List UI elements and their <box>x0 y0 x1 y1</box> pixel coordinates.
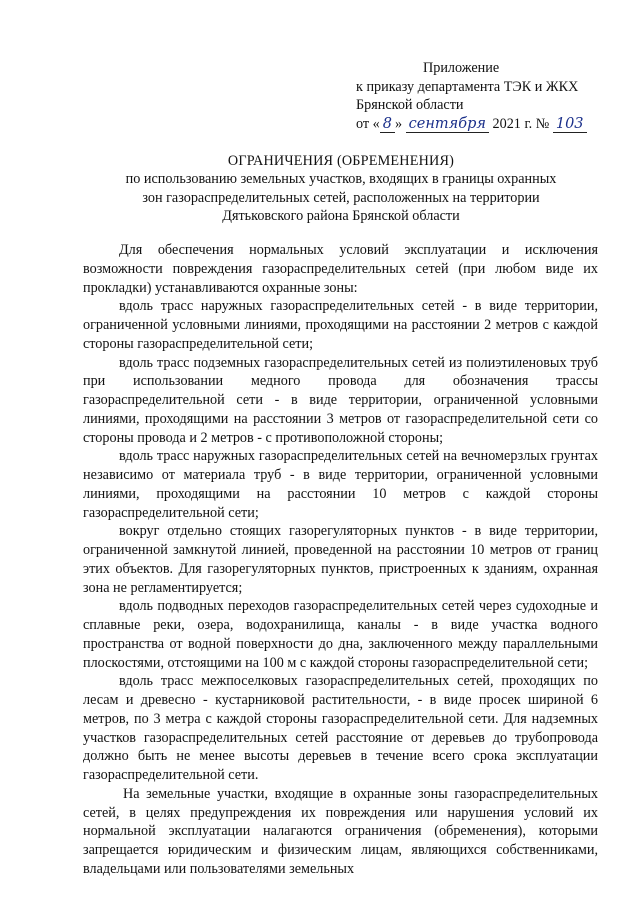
paragraph-forest-networks: вдоль трасс межпоселковых газораспределительных сетей, проходящих по лесам и древесно - кустарниковой растительности, - в виде просек шириной 6 метров, по 3 метра с каждой стороны газораспределительной сети. Для надземных участков газораспределительных сетей расстояние от деревьев до трубопровода должно быть не менее высоты деревьев в течение всего срока эксплуатации газораспределительной сети. <box>83 673 598 783</box>
appendix-region: Брянской области <box>356 97 464 114</box>
doc-number-handwritten: 103 <box>553 116 587 133</box>
paragraph-intro: Для обеспечения нормальных условий эксплуатации и исключения возможности повреждения газораспределительных сетей (при любом виде их прокладки) устанавливаются охранные зоны: <box>83 242 598 296</box>
paragraph-underwater-crossings: вдоль подводных переходов газораспределительных сетей через судоходные и сплавные реки, озера, водохранилища, каналы - в виде участка водного пространства от водной поверхности до дна, заключенного между параллельными плоскостями, отстоящими на 100 м с каждой стороны газораспределительной сети; <box>83 598 598 671</box>
paragraph-regulator-points: вокруг отдельно стоящих газорегуляторных пунктов - в виде территории, ограниченной замкнутой линией, проведенной на расстоянии 10 метров от границ этих объектов. Для газорегуляторных пунктов, пристроенных к зданиям, охранная зона не регламентируется; <box>83 523 598 596</box>
paragraph-underground-networks: вдоль трасс подземных газораспределительных сетей из полиэтиленовых труб при использовании медного провода для обозначения трассы газораспределительной сети - в виде территории, ограниченной условными линиями, проходящими на расстоянии 3 метров от газораспределительной сети со стороны провода и 2 метров - с противоположной стороны; <box>83 354 598 446</box>
paragraph-land-restrictions: На земельные участки, входящие в охранные зоны газораспределительных сетей, в целях предупреждения их повреждения или нарушения условий их нормальной эксплуатации налагаются ограничения (обременения), которыми запрещается юридическим и физическим лицам, являющихся собственниками, владельцами или пользователями земельных <box>83 785 598 877</box>
date-prefix: от « <box>356 115 380 132</box>
document-title <box>60 152 622 226</box>
title-line-3: зон газораспределительных сетей, расположенных на территории <box>142 189 540 206</box>
paragraph-outer-networks: вдоль трасс наружных газораспределительных сетей - в виде территории, ограниченной условными линиями, проходящими на расстоянии 2 метров с каждой стороны газораспределительной сети; <box>83 298 598 352</box>
paragraph-permafrost: вдоль трасс наружных газораспределительных сетей на вечномерзлых грунтах независимо от материала труб - в виде территории, ограниченной условными линиями, проходящими на расстоянии 10 метров с каждой стороны газораспределительной сети; <box>83 448 598 521</box>
appendix-date-line <box>356 115 626 134</box>
date-year-number-label: 2021 г. № <box>492 115 550 132</box>
appendix-label: Приложение <box>423 60 500 76</box>
appendix-order-ref: к приказу департамента ТЭК и ЖКХ <box>356 78 579 95</box>
appendix-header <box>356 59 626 133</box>
title-line-2: по использованию земельных участков, входящих в границы охранных <box>125 171 557 188</box>
date-day-handwritten: 8 <box>380 116 395 133</box>
date-month-handwritten: сентября <box>406 116 489 133</box>
title-line-4: Дятьковского района Брянской области <box>222 208 460 225</box>
title-main: ОГРАНИЧЕНИЯ (ОБРЕМЕНЕНИЯ) <box>227 153 455 169</box>
date-separator: » <box>394 115 403 132</box>
document-body <box>83 241 598 879</box>
